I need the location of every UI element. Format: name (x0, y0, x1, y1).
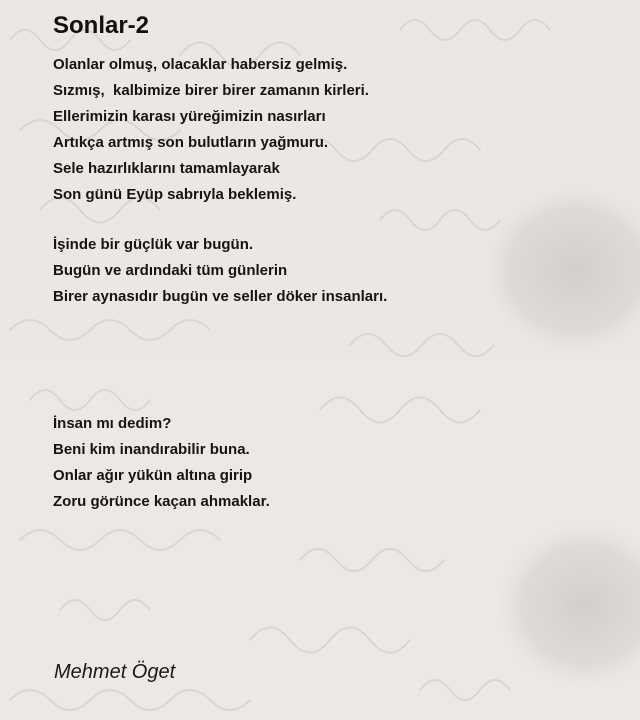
poem-line: Onlar ağır yükün altına girip (53, 467, 253, 484)
poem-line: Sele hazırlıklarını tamamlayarak (53, 160, 280, 177)
poem-line: İşinde bir güçlük var bugün. (53, 236, 254, 253)
poem-line: İnsan mı dedim? (53, 415, 172, 432)
poem-line: Birer aynasıdır bugün ve seller döker insanları. (53, 288, 388, 305)
poem-line: Bugün ve ardındaki tüm günlerin (53, 262, 288, 279)
poem-author: Mehmet Öget (54, 661, 176, 683)
poem-line: Artıkça artmış son bulutların yağmuru. (53, 134, 329, 151)
poem-line: Zoru görünce kaçan ahmaklar. (53, 493, 270, 510)
poem-line: Ellerimizin karası yüreğimizin nasırları (53, 108, 326, 125)
poem-line: Beni kim inandırabilir buna. (53, 441, 250, 458)
stanza-1 (53, 52, 369, 208)
poem-title: Sonlar-2 (53, 12, 150, 39)
stanza-2 (53, 232, 387, 310)
poem-line: Son günü Eyüp sabrıyla beklemiş. (53, 186, 297, 203)
poem-line: Olanlar olmuş, olacaklar habersiz gelmiş. (53, 56, 348, 73)
stanza-3 (53, 411, 270, 515)
poem-line: Sızmış, kalbimize birer birer zamanın kirleri. (53, 82, 369, 99)
